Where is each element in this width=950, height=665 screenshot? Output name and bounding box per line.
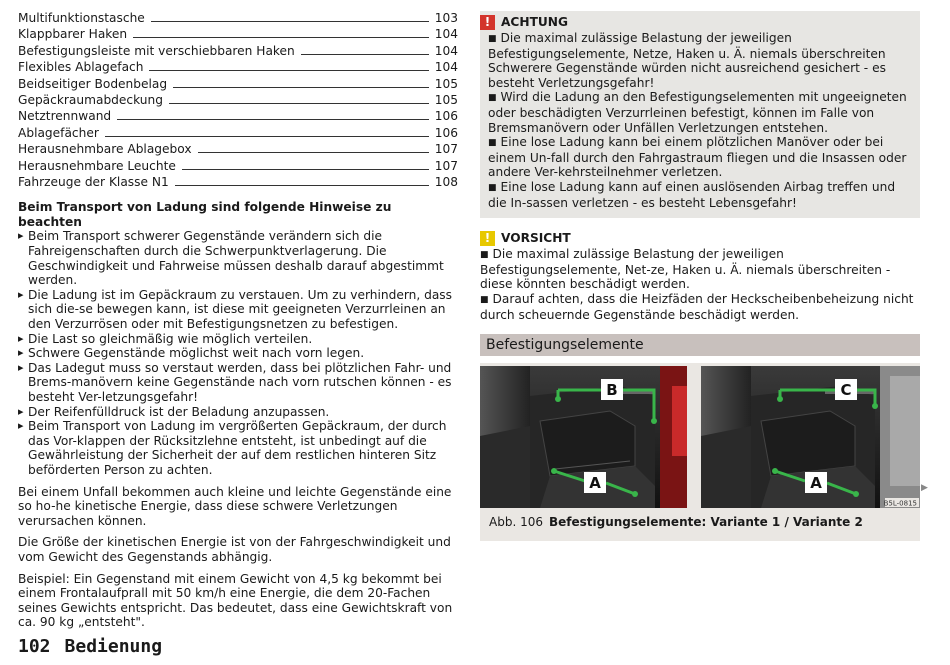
toc-page: 104 — [434, 43, 458, 58]
warning-item — [488, 90, 912, 135]
toc-title: Klappbarer Haken — [18, 27, 128, 42]
warning-item — [488, 135, 912, 180]
warning-list — [488, 31, 912, 210]
toc-page: 105 — [434, 92, 458, 107]
caution-box — [480, 229, 920, 322]
toc-title: Gepäckraumabdeckung — [18, 92, 163, 107]
warning-box — [480, 11, 920, 218]
figure-caption — [489, 515, 863, 530]
instruction-item: ▸ Beim Transport schwerer Gegenstände verändern sich die Fahreigenschaften durch die Schwerpunktverlagerung. Die Geschwindigkeit und Fahrweise müssen deshalb darauf abgestimmt werden. — [18, 229, 458, 287]
toc-row[interactable] — [18, 11, 458, 27]
toc-title: Befestigungsleiste mit verschiebbaren Haken — [18, 43, 295, 58]
caution-title: VORSICHT — [501, 230, 571, 245]
instruction-item: ▸ Schwere Gegenstände möglichst weit nach vorn legen. — [18, 346, 458, 361]
caption-text: Befestigungselemente: Variante 1 / Variante 2 — [548, 515, 863, 530]
square-bullet-icon: ■ — [488, 138, 497, 149]
warning-item-text: Eine lose Ladung kann bei einem plötzlichen Manöver oder bei einem Un-fall durch den Fahrgastraum fliegen und die Insassen oder andere Ver-kehrsteilnehmer verletzen. — [488, 135, 907, 180]
instruction-item: ▸ Beim Transport von Ladung im vergrößerten Gepäckraum, der durch das Vor-klappen der Rücksitzlehne entsteht, ist unbedingt auf die Gewährleistung der Sicherheit der auf dem restlichen hinteren Sitz beförderten Person zu achten. — [18, 419, 458, 477]
toc-page: 106 — [434, 125, 458, 140]
callout-label-A1 — [584, 472, 606, 493]
toc-leader — [173, 77, 429, 88]
left-column — [18, 11, 458, 630]
trunk-illustration — [480, 366, 920, 508]
square-bullet-icon: ■ — [480, 250, 489, 261]
caution-icon: ! — [480, 231, 495, 246]
caption-number: Abb. 106 — [489, 515, 543, 530]
instruction-item: ▸ Die Ladung ist im Gepäckraum zu verstauen. Um zu verhindern, dass sich die-se bewegen kann, ist diese mit geeigneten Verzurrleinen an den Verzurrösen oder mit Befestigungsnetzen zu befestigen. — [18, 288, 458, 332]
warning-item-text: Eine lose Ladung kann auf einen auslösenden Airbag treffen und die In-sassen verletzen - es besteht Lebensgefahr! — [488, 179, 896, 210]
caution-item — [480, 247, 920, 292]
warning-icon: ! — [480, 15, 495, 30]
warning-header — [480, 13, 912, 31]
toc-title: Ablagefächer — [18, 125, 99, 140]
page-footer — [18, 636, 163, 657]
instruction-item: ▸ Die Last so gleichmäßig wie möglich verteilen. — [18, 332, 458, 347]
toc-leader — [151, 11, 429, 22]
toc-leader — [182, 159, 429, 170]
caution-item-text: Die maximal zulässige Belastung der jeweiligen Befestigungselemente, Net-ze, Haken u. Ä. niemals überschreiten - diese könnten beschädigt werden. — [480, 247, 891, 292]
toc-leader — [198, 142, 429, 153]
toc-leader — [301, 44, 429, 55]
toc-leader — [149, 60, 428, 71]
toc-leader — [105, 126, 429, 137]
toc-leader — [117, 109, 429, 120]
caution-list — [480, 247, 920, 322]
warning-item-text: Die maximal zulässige Belastung der jeweiligen Befestigungselemente, Netze, Haken u. Ä. niemals überschreiten Schwerere Gegenstände würden nicht ausreichend gesichert - es besteht Verletzungsgefahr! — [488, 31, 886, 90]
warning-item — [488, 31, 912, 90]
toc-title: Herausnehmbare Leuchte — [18, 158, 176, 173]
toc-page: 107 — [434, 142, 458, 157]
toc-leader — [175, 175, 429, 186]
toc-title: Fahrzeuge der Klasse N1 — [18, 174, 169, 189]
square-bullet-icon: ■ — [488, 93, 497, 104]
toc-title: Herausnehmbare Ablagebox — [18, 142, 192, 157]
page-number: 102 — [18, 636, 51, 657]
warning-title: ACHTUNG — [501, 14, 568, 29]
section-heading: Beim Transport von Ladung sind folgende Hinweise zu beachten — [18, 200, 392, 229]
toc-page: 105 — [434, 76, 458, 91]
toc-row[interactable] — [18, 159, 458, 175]
toc-page: 104 — [434, 27, 458, 42]
callout-label-A2 — [805, 472, 827, 493]
toc-page: 106 — [434, 109, 458, 124]
label-A-1: A — [589, 474, 601, 493]
figure — [480, 363, 920, 541]
instruction-list — [18, 229, 458, 477]
toc-row[interactable] — [18, 77, 458, 93]
square-bullet-icon: ■ — [488, 182, 497, 193]
footer-section: Bedienung — [64, 636, 163, 657]
toc-row[interactable] — [18, 27, 458, 43]
right-column — [480, 11, 920, 541]
callout-label-C — [835, 379, 857, 400]
label-C: C — [840, 381, 852, 400]
toc-row[interactable] — [18, 93, 458, 109]
figure-code: B5L-0815 — [883, 499, 917, 508]
callout-label-B — [601, 379, 623, 400]
caution-item — [480, 292, 920, 322]
toc-page: 108 — [434, 174, 458, 189]
instruction-item: ▸ Das Ladegut muss so verstaut werden, dass bei plötzlichen Fahr- und Brems-manövern keine Gegenstände nach vorn rutschen können - es besteht Ver-letzungsgefahr! — [18, 361, 458, 405]
instruction-item: ▸ Der Reifenfülldruck ist der Beladung anzupassen. — [18, 405, 458, 420]
toc-title: Beidseitiger Bodenbelag — [18, 76, 168, 91]
toc-title: Multifunktionstasche — [18, 11, 145, 25]
caution-header — [480, 229, 920, 247]
paragraph-kinetic: Bei einem Unfall bekommen auch kleine und leichte Gegenstände eine so ho-he kinetische Energie, dass diese schwere Verletzungen verursachen können. — [18, 484, 452, 528]
section-band: Befestigungselemente — [480, 334, 920, 356]
toc-title: Netztrennwand — [18, 109, 112, 124]
toc-row[interactable] — [18, 109, 458, 125]
toc-leader — [169, 93, 429, 104]
label-A-2: A — [810, 474, 822, 493]
toc — [18, 11, 458, 191]
label-B: B — [606, 381, 618, 400]
toc-title: Flexibles Ablagefach — [18, 60, 144, 75]
photo-variant-1 — [480, 366, 687, 508]
toc-page: 104 — [434, 60, 458, 75]
toc-leader — [133, 27, 429, 38]
next-page-arrow-icon: ▶ — [921, 483, 928, 493]
toc-row[interactable] — [18, 44, 458, 60]
warning-item-text: Wird die Ladung an den Befestigungselementen mit ungeeigneten oder beschädigten Verzurrleinen befestigt, können im Falle von Bremsmanövern oder Unfällen Verletzungen entstehen. — [488, 90, 907, 135]
paragraph-energy: Die Größe der kinetischen Energie ist von der Fahrgeschwindigkeit und vom Gewicht des Gegenstands abhängig. — [18, 535, 451, 564]
toc-row[interactable] — [18, 175, 458, 191]
square-bullet-icon: ■ — [488, 34, 497, 44]
toc-row[interactable] — [18, 60, 458, 76]
warning-item — [488, 180, 912, 210]
caution-item-text: Darauf achten, dass die Heizfäden der Heckscheibenbeheizung nicht durch scheuernde Gegenstände beschädigt werden. — [480, 291, 914, 322]
toc-row[interactable] — [18, 126, 458, 142]
toc-row[interactable] — [18, 142, 458, 158]
toc-page: 107 — [434, 158, 458, 173]
paragraph-example: Beispiel: Ein Gegenstand mit einem Gewicht von 4,5 kg bekommt bei einem Frontalaufprall mit 50 km/h eine Energie, die dem 20-Fachen seines Gewichts entspricht. Das bedeutet, dass eine Gewichtskraft von ca. 90 kg „entsteht". — [18, 571, 453, 630]
square-bullet-icon: ■ — [480, 294, 489, 305]
toc-page: 103 — [434, 11, 458, 25]
